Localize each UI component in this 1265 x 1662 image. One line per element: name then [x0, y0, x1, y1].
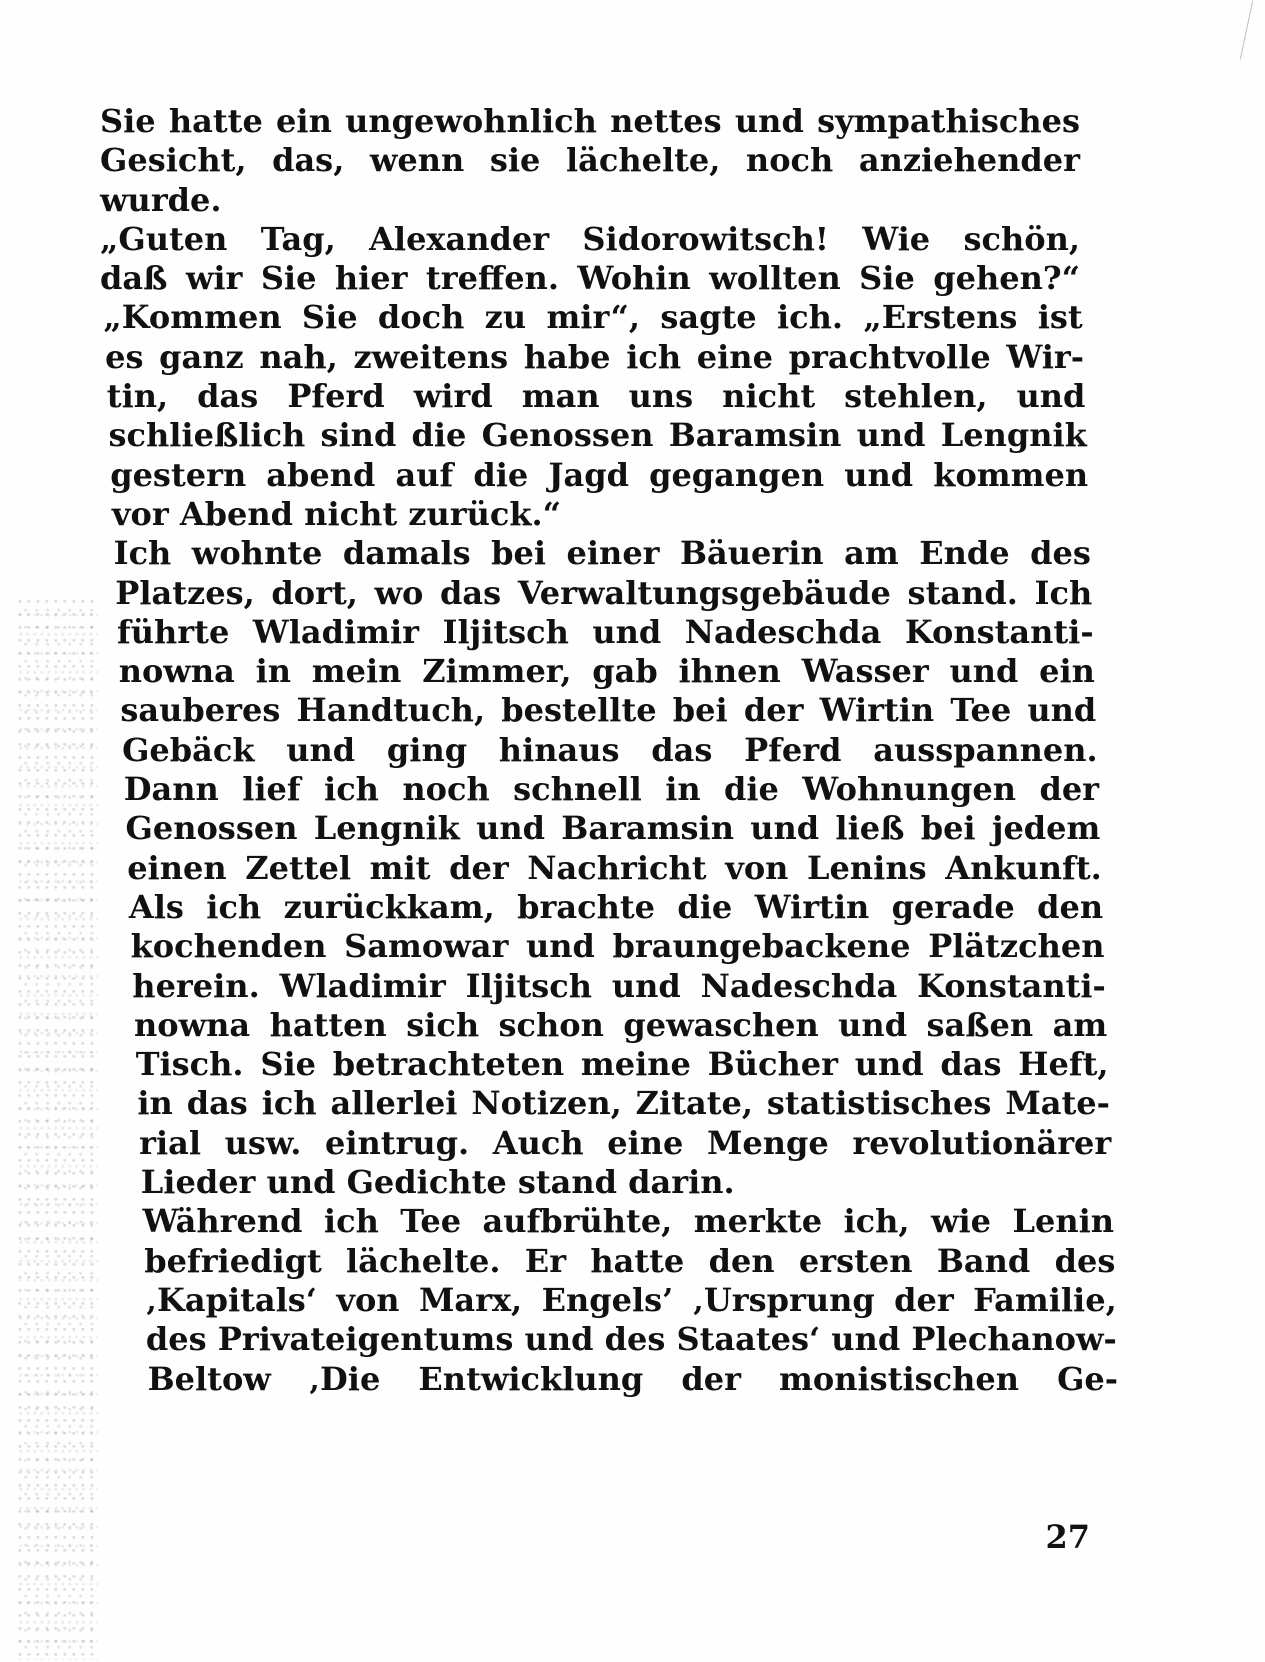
text-line: vor Abend nicht zurück.“ [111, 494, 562, 533]
body-text [100, 102, 1119, 1399]
text-line: nowna in mein Zimmer, gab ihnen Wasser und ein [118, 652, 1095, 691]
text-line: des Privateigentums und des Staates‘ und Plechanow- [145, 1320, 1117, 1359]
text-line: führte Wladimir Iljitsch und Nadeschda Konstanti- [117, 612, 1094, 651]
text-line: Als ich zurückkam, brachte die Wirtin gerade den [128, 887, 1104, 926]
text-line: rial usw. eintrug. Auch eine Menge revolutionärer [139, 1123, 1112, 1162]
text-line: nowna hatten sich schon gewaschen und saßen am [134, 1005, 1108, 1044]
text-line: gestern abend auf die Jagd gegangen und kommen [110, 455, 1089, 494]
text-line: schließlich sind die Genossen Baramsin und Lengnik [108, 416, 1087, 455]
text-line: Dann lief ich noch schnell in die Wohnungen der [123, 770, 1100, 809]
text-line: befriedigt lächelte. Er hatte den ersten Band des [144, 1241, 1116, 1280]
scan-speckle [18, 600, 98, 1660]
scan-edge-mark [1240, 1, 1253, 60]
text-line: Während ich Tee aufbrühte, merkte ich, wie Lenin [142, 1202, 1114, 1241]
text-line: Lieder und Gedichte stand darin. [140, 1163, 735, 1202]
text-line: Gesicht, das, wenn sie lächelte, noch anziehender [100, 141, 1080, 180]
page-number: 27 [1045, 1518, 1090, 1556]
text-line: sauberes Handtuch, bestellte bei der Wirtin Tee und [120, 691, 1097, 730]
text-line: einen Zettel mit der Nachricht von Lenins Ankunft. [127, 848, 1102, 887]
text-line: herein. Wladimir Iljitsch und Nadeschda Konstanti- [132, 966, 1106, 1005]
text-line: tin, das Pferd wird man uns nicht stehlen, und [106, 377, 1086, 416]
text-line: Genossen Lengnik und Baramsin und ließ bei jedem [125, 809, 1101, 848]
text-line: ‚Kapitals‘ von Marx, Engels’ ‚Ursprung der Familie, [145, 1280, 1117, 1319]
text-line: Platzes, dort, wo das Verwaltungsgebäude stand. Ich [115, 573, 1093, 612]
text-line: kochenden Samowar und braungebackene Plätzchen [130, 927, 1105, 966]
text-line: „Kommen Sie doch zu mir“, sagte ich. „Erstens ist [103, 298, 1083, 337]
text-line: Gebäck und ging hinaus das Pferd ausspannen. [122, 730, 1098, 769]
text-line: Sie hatte ein ungewohnlich nettes und sympathisches [100, 102, 1080, 140]
text-line: in das ich allerlei Notizen, Zitate, statistisches Mate- [137, 1084, 1110, 1123]
text-line: Tisch. Sie betrachteten meine Bücher und das Heft, [135, 1045, 1109, 1084]
text-line: wurde. [100, 180, 222, 219]
text-line: Ich wohnte damals bei einer Bäuerin am Ende des [113, 534, 1091, 573]
text-line: es ganz nah, zweitens habe ich eine prachtvolle Wir- [105, 337, 1085, 376]
text-line: daß wir Sie hier treffen. Wohin wollten Sie gehen?“ [100, 259, 1080, 298]
text-line: Beltow ‚Die Entwicklung der monistischen Ge- [147, 1359, 1119, 1398]
text-line: „Guten Tag, Alexander Sidorowitsch! Wie schön, [100, 219, 1080, 258]
